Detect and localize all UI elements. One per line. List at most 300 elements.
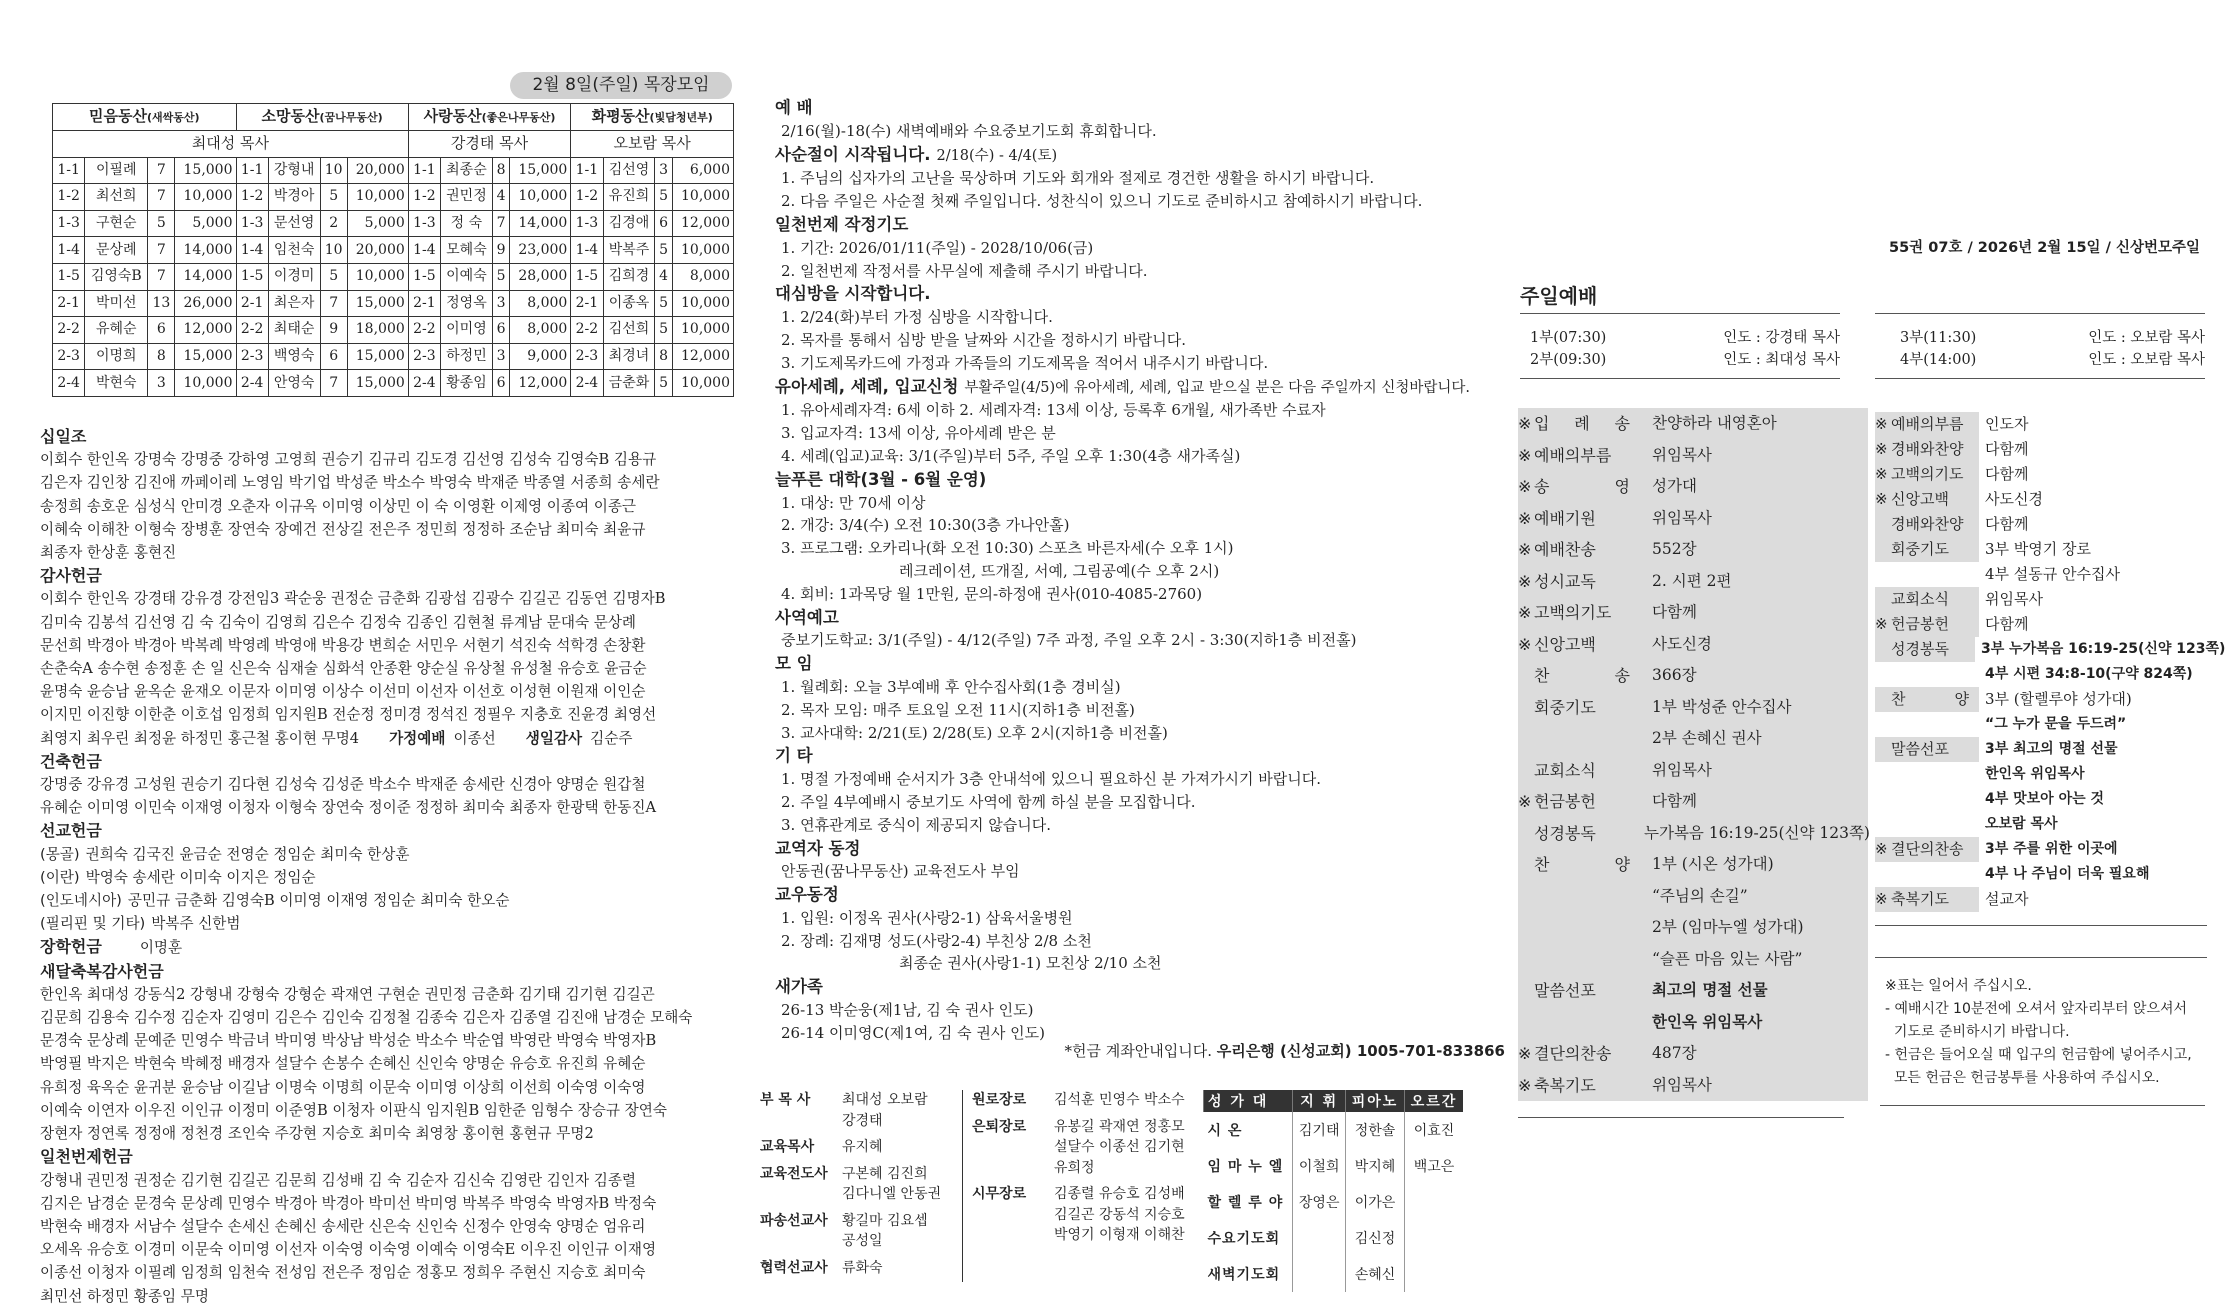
notice-line: 2. 목자 모임: 매주 토요일 오전 11시(지하1층 비전홀) [781, 700, 1135, 719]
group-code: 1-2 [408, 184, 440, 211]
meeting-banner: 2월 8일(주일) 목장모임 [510, 72, 732, 99]
group-name: 믿음동산 [88, 107, 147, 125]
thousand-offering-names: 최민선 하정민 황종임 무명 [40, 1287, 209, 1305]
order-label [1875, 737, 1979, 762]
group-code: 2-1 [571, 290, 603, 317]
thousand-offering-names: 강형내 권민정 권정순 김기현 김길곤 김문희 김성배 김 숙 김순자 김신숙 김영란 김인자 김종렬 [40, 1171, 637, 1189]
pastor-cell: 최대성 목사 [53, 131, 409, 158]
order-row [1875, 462, 2210, 487]
order-value: 3부 주를 위한 이곳에 [1985, 841, 2118, 857]
order-value: 누가복음 16:19-25(신약 123쪽) [1644, 823, 1870, 842]
order-value: “그 누가 문을 두드려” [1985, 716, 2127, 732]
notice-line: 26-14 이미영C(제1여, 김 숙 권사 인도) [781, 1023, 1045, 1042]
offering-amount: 12,000 [175, 317, 236, 344]
standing-mark: ※ [1875, 890, 1888, 908]
service-time: 3부(11:30) [1900, 330, 1977, 346]
order-value: 3부 (할렐루야 성가대) [1985, 690, 2132, 708]
group-code: 1-3 [571, 210, 603, 237]
note-line: ※표는 일어서 주십시오. [1885, 978, 2032, 994]
group-code: 2-2 [53, 317, 85, 344]
order-label [1875, 862, 1979, 887]
order-row [1875, 862, 2210, 887]
order-row [1518, 1070, 1868, 1102]
staff-names: 김길곤 강동석 지승호 [1054, 1206, 1185, 1223]
staff-role [760, 1184, 842, 1205]
roster-cell: 수요기도회 [1207, 1231, 1281, 1247]
leader-name: 이명희 [85, 343, 148, 370]
staff-names: 류화숙 [842, 1259, 883, 1276]
order-value: 4부 설동규 안수집사 [1985, 565, 2121, 583]
divider [1520, 313, 1840, 314]
notice-title [775, 469, 1495, 492]
divider [1880, 1105, 2205, 1106]
attendance-count: 5 [492, 263, 509, 290]
order-label-text: 교회소식 [1534, 760, 1596, 780]
group-code: 2-1 [236, 290, 268, 317]
notice-title [775, 838, 1495, 861]
order-label [1875, 412, 1979, 437]
group-code: 1-2 [236, 184, 268, 211]
newmonth-names: 김문희 김용숙 김수정 김순자 김영미 김은수 김인숙 김정철 김종숙 김은자 김종열 김진애 남경순 모해숙 [40, 1009, 693, 1027]
scholarship-names: 이명훈 [139, 939, 183, 957]
notice-heading: 교역자 동정 [775, 838, 861, 858]
order-row [1518, 503, 1868, 535]
note-line: 모든 헌금은 헌금봉투를 사용하여 주십시오. [1885, 1070, 2160, 1086]
notice-line: 최종순 권사(사랑1-1) 모친상 2/10 소천 [899, 954, 1162, 973]
order-value: 366장 [1652, 666, 1697, 684]
roster-cell [1405, 1220, 1464, 1256]
choir-roster [1203, 1090, 1463, 1292]
thanks-names: 이회수 한인옥 강경태 강유경 강전임3 곽순웅 권정순 금춘화 김광섭 김광수 김길곤 김동연 김명자B [40, 590, 666, 608]
leader-name: 박복주 [603, 237, 655, 264]
attendance-count: 7 [148, 237, 175, 264]
leader-name: 박현숙 [85, 370, 148, 397]
attendance-count: 7 [320, 370, 347, 397]
divider [1520, 378, 1840, 379]
order-label-text: 고백의기도 [1534, 603, 1612, 622]
group-code: 2-4 [571, 370, 603, 397]
group-code: 1-4 [236, 237, 268, 264]
notice-heading: 유아세례, 세례, 입교신청 [775, 376, 959, 396]
attendance-count: 7 [492, 210, 509, 237]
order-value: 552장 [1652, 540, 1697, 558]
order-row [1518, 692, 1868, 724]
roster-header: 성 가 대 [1204, 1090, 1293, 1112]
leader-name: 이필례 [85, 157, 148, 184]
group-code: 1-5 [571, 263, 603, 290]
standing-mark: ※ [1518, 1075, 1532, 1095]
thousand-offering-names: 박현숙 배경자 서남수 설달수 손세신 손혜신 송세란 신은숙 신인숙 신정수 안영숙 양명순 엄유리 [40, 1217, 646, 1235]
order-label [1875, 537, 1979, 562]
service-times-left [1530, 327, 1840, 371]
order-label [1875, 437, 1979, 462]
staff-names: 유희정 [1054, 1159, 1095, 1176]
staff-role: 시무장로 [972, 1186, 1027, 1202]
order-row [1875, 612, 2210, 637]
order-label [1875, 687, 1979, 712]
roster-cell: 손혜신 [1346, 1256, 1405, 1292]
order-value: 한인옥 위임목사 [1652, 1012, 1763, 1031]
order-label-text: 성경봉독 [1534, 823, 1596, 843]
staff-row [972, 1137, 1212, 1158]
notice-title [775, 283, 1495, 306]
order-of-worship-second [1875, 412, 2226, 912]
order-row [1875, 837, 2210, 862]
mission-region: (몽골) [40, 845, 80, 863]
thanks-names: 이지민 이진향 이한춘 이호섭 임정희 임지원B 전순정 정미경 정석진 정필우 지충호 진윤경 최영선 [40, 706, 657, 724]
thanks-names: 윤명숙 윤승남 윤옥순 윤재오 이문자 이미영 이상수 이선미 이선자 이선호 이성현 이원재 이인순 [40, 683, 646, 701]
attendance-count: 5 [655, 370, 672, 397]
order-row [1518, 755, 1868, 787]
group-code: 1-4 [53, 237, 85, 264]
service-time: 2부(09:30) [1530, 352, 1607, 368]
building-names: 강명중 강유경 고성원 권승기 김다현 김성숙 김성준 박소수 박재준 송세란 신경아 양명순 원갑철 [40, 776, 646, 794]
table-row [53, 237, 734, 264]
thousand-offering-names: 오세옥 유승호 이경미 이문숙 이미영 이선자 이숙영 이숙영 이예숙 이영숙E 이우진 이인규 이재영 [40, 1241, 657, 1259]
building-names: 유혜순 이미영 이민숙 이재영 이청자 이형숙 장연숙 정이준 정정하 최미숙 최종자 한광택 한동진A [40, 799, 657, 817]
offering-amount: 12,000 [510, 370, 571, 397]
leader-name: 이예숙 [440, 263, 492, 290]
order-label [1875, 712, 1979, 737]
account-info [1005, 1040, 1505, 1061]
pastor-row [53, 131, 734, 158]
offering-amount: 10,000 [510, 184, 571, 211]
roster-cell [1405, 1184, 1464, 1220]
mission-names: 박영숙 송세란 이미숙 이지은 정임순 [85, 868, 316, 886]
group-subname: (좋은나무동산) [481, 111, 556, 124]
standing-mark: ※ [1875, 440, 1888, 458]
service-time: 1부(07:30) [1530, 330, 1607, 346]
leader-name: 이종옥 [603, 290, 655, 317]
staff-row [760, 1164, 960, 1185]
offering-amount: 10,000 [672, 184, 733, 211]
spacer [760, 1278, 960, 1284]
leader-name: 김경애 [603, 210, 655, 237]
order-row [1518, 881, 1868, 913]
order-value: 사도신경 [1652, 634, 1712, 653]
group-code: 2-3 [571, 343, 603, 370]
table-row [53, 263, 734, 290]
standing-mark: ※ [1875, 415, 1888, 433]
staff-row [760, 1111, 960, 1132]
standing-mark: ※ [1518, 571, 1532, 591]
order-label [1518, 408, 1646, 440]
offering-amount: 5,000 [347, 210, 408, 237]
group-code: 1-4 [408, 237, 440, 264]
order-label-text: 말씀선포 [1891, 740, 1949, 758]
order-value: 사도신경 [1985, 490, 2043, 508]
roster-cell [1293, 1256, 1346, 1292]
order-label [1518, 912, 1646, 944]
order-label [1518, 1038, 1646, 1070]
spacer [972, 1246, 1212, 1252]
note-line: - 헌금은 들어오실 때 입구의 헌금함에 넣어주시고, [1885, 1047, 2192, 1063]
group-subname: (빛담청년부) [649, 111, 713, 124]
mission-names [40, 912, 740, 935]
group-code: 1-3 [236, 210, 268, 237]
staff-names: 김종렬 유승호 김성배 [1054, 1186, 1185, 1202]
mission-names [40, 866, 740, 889]
notice-subheading: 2/18(수) - 4/4(토) [936, 147, 1058, 164]
order-value: 위임목사 [1652, 445, 1712, 464]
order-label-text: 경배와찬양 [1891, 515, 1964, 533]
scholarship-line [40, 935, 740, 959]
mission-names: 박복주 신한범 [151, 915, 241, 933]
notice-subheading: 부활주일(4/5)에 유아세례, 세례, 입교 받으실 분은 다음 주일까지 신청바랍니다. [964, 379, 1470, 396]
leader-name: 김영숙B [85, 263, 148, 290]
notice-line: 2. 다음 주일은 사순절 첫째 주일입니다. 성찬식이 있으니 기도로 준비하시고 참예하시기 바랍니다. [781, 192, 1423, 211]
order-value: 위임목사 [1985, 590, 2043, 608]
offering-amount: 14,000 [175, 237, 236, 264]
group-code: 1-3 [408, 210, 440, 237]
order-label [1518, 786, 1646, 818]
order-label [1875, 612, 1979, 637]
staff-names: 유봉길 곽재연 정홍모 [1054, 1118, 1185, 1135]
notice-title [775, 976, 1495, 999]
order-value: 한인옥 위임목사 [1985, 766, 2085, 782]
order-label-text: 회중기도 [1891, 540, 1949, 558]
attendance-count: 5 [655, 237, 672, 264]
group-code: 2-1 [53, 290, 85, 317]
offering-amount: 15,000 [175, 343, 236, 370]
order-label-text: 송 영 [1534, 477, 1630, 496]
order-label-text: 경배와찬양 [1891, 440, 1964, 458]
leader-name: 김선영 [603, 157, 655, 184]
offering-amount: 14,000 [175, 263, 236, 290]
leader-name: 구현순 [85, 210, 148, 237]
staff-role: 파송선교사 [760, 1212, 828, 1229]
order-label [1518, 534, 1646, 566]
order-label [1518, 975, 1646, 1007]
attendance-count: 5 [655, 290, 672, 317]
attendance-count: 13 [148, 290, 175, 317]
mission-region: (이란) [40, 868, 80, 886]
order-label [1518, 755, 1646, 787]
staff-role: 협력선교사 [760, 1259, 828, 1276]
mission-title: 선교헌금 [40, 821, 102, 841]
leader-name: 정영옥 [440, 290, 492, 317]
leader-name: 금춘화 [603, 370, 655, 397]
order-row [1875, 512, 2210, 537]
thanks-names: 김미숙 김봉석 김선영 김 숙 김숙이 김영희 김은수 김정숙 김종인 김현철 류계남 문대숙 문상례 [40, 613, 637, 631]
offering-amount: 15,000 [347, 290, 408, 317]
offering-amount: 26,000 [175, 290, 236, 317]
staff-row [760, 1211, 960, 1232]
staff-row [972, 1205, 1212, 1226]
attendance-count: 9 [320, 317, 347, 344]
order-label [1518, 503, 1646, 535]
order-row [1518, 534, 1868, 566]
order-row [1875, 587, 2210, 612]
divider [1875, 925, 2207, 926]
order-label [1875, 562, 1979, 587]
notice-line: 1. 월례회: 오늘 3부예배 후 안수집사회(1층 경비실) [781, 677, 1121, 696]
table-row [53, 317, 734, 344]
offering-amount: 10,000 [175, 370, 236, 397]
offering-amount: 20,000 [347, 157, 408, 184]
roster-cell: 이철희 [1293, 1148, 1346, 1184]
staff-names: 최대성 오보람 [842, 1092, 928, 1108]
order-label-text: 예배찬송 [1534, 540, 1596, 559]
thousand-offering-names: 김지은 남경순 문경숙 문상례 민영수 박경아 박경아 박미선 박미영 박복주 박영숙 박영자B 박정숙 [40, 1194, 657, 1212]
tithe-names: 송정희 송호운 심성식 안미경 오춘자 이규옥 이미영 이상민 이 숙 이영환 이제영 이종여 이종근 [40, 497, 637, 515]
notice-heading: 기 타 [775, 746, 813, 766]
order-row [1875, 537, 2210, 562]
leader-name: 모혜숙 [440, 237, 492, 264]
order-label [1518, 723, 1646, 755]
leader-name: 하정민 [440, 343, 492, 370]
thanks-names: 손춘숙A 송수현 송정훈 손 일 신은숙 심재술 심화석 안종환 양순실 유상철 유성철 유승호 윤금순 [40, 660, 647, 678]
attendance-count: 7 [148, 263, 175, 290]
order-label [1518, 1007, 1646, 1039]
offering-amount: 10,000 [347, 184, 408, 211]
notice-line: 2. 일천번제 작정서를 사무실에 제출해 주시기 바랍니다. [781, 261, 1148, 280]
group-code: 1-5 [53, 263, 85, 290]
order-value: 2부 손혜신 권사 [1652, 729, 1762, 747]
order-value: 오보람 목사 [1985, 816, 2058, 832]
notices-section [775, 96, 1495, 1045]
attendance-count: 7 [148, 184, 175, 211]
leader-name: 최선희 [85, 184, 148, 211]
offerings-section [40, 425, 740, 1307]
service-leader: 인도 : 오보람 목사 [2088, 330, 2205, 346]
group-subname: (꿈나무동산) [319, 111, 383, 124]
attendance-count: 6 [320, 343, 347, 370]
order-label-text: 예배의부름 [1534, 445, 1612, 465]
notice-line: 2/16(월)-18(수) 새벽예배와 수요중보기도회 휴회합니다. [781, 121, 1157, 140]
staff-names: 김석훈 민영수 박소수 [1054, 1092, 1185, 1108]
notice-line: 1. 2/24(화)부터 가정 심방을 시작합니다. [781, 308, 1053, 327]
order-row [1518, 818, 1868, 850]
notice-line: 1. 대상: 만 70세 이상 [781, 493, 926, 512]
newmonth-names: 이예숙 이연자 이우진 이인규 이정미 이준영B 이청자 이판식 임지원B 임한준 임형수 장승규 장연숙 [40, 1101, 667, 1119]
roster-cell: 새벽기도회 [1207, 1267, 1281, 1283]
attendance-count: 7 [320, 290, 347, 317]
group-header [53, 104, 237, 131]
group-name: 소망동산 [261, 107, 320, 125]
staff-role: 교육전도사 [760, 1165, 828, 1182]
group-name: 사랑동산 [423, 107, 482, 125]
divider [1875, 378, 2205, 379]
staff-role [972, 1205, 1054, 1226]
group-code: 2-3 [236, 343, 268, 370]
staff-role [760, 1111, 842, 1132]
leader-name: 백영숙 [268, 343, 320, 370]
order-label [1518, 692, 1646, 724]
roster-row [1204, 1256, 1464, 1292]
order-of-worship-main [1518, 408, 1868, 1101]
newmonth-names: 문경숙 문상례 문예준 민영수 박금녀 박미영 박상남 박성순 박소수 박순엽 박영란 박영숙 박영자B [40, 1032, 657, 1050]
order-label-text: 교회소식 [1891, 590, 1949, 608]
staff-role [972, 1137, 1054, 1158]
attendance-count: 4 [655, 263, 672, 290]
roster-cell: 장영은 [1293, 1184, 1346, 1220]
order-row [1518, 975, 1868, 1007]
leader-name: 문선영 [268, 210, 320, 237]
leader-name: 문상례 [85, 237, 148, 264]
order-row [1518, 440, 1868, 472]
standing-mark: ※ [1518, 477, 1532, 496]
offering-amount: 15,000 [510, 157, 571, 184]
notice-title [775, 97, 1495, 120]
notice-line: 3. 기도제목카드에 가정과 가족들의 기도제목을 적어서 내주시기 바랍니다. [781, 353, 1269, 372]
table-row [53, 290, 734, 317]
roster-cell: 할 렐 루 야 [1207, 1195, 1284, 1211]
group-code: 1-1 [571, 157, 603, 184]
offering-amount: 15,000 [175, 157, 236, 184]
group-code: 1-5 [236, 263, 268, 290]
notice-line: 1. 입원: 이정옥 권사(사랑2-1) 삼육서울병원 [781, 908, 1073, 927]
roster-cell: 백고은 [1405, 1148, 1464, 1184]
order-row [1875, 812, 2210, 837]
offering-amount: 10,000 [672, 237, 733, 264]
order-value: 인도자 [1985, 415, 2029, 433]
notice-line: 레크레이션, 뜨개질, 서예, 그림공예(수 오후 2시) [899, 561, 1220, 580]
standing-mark: ※ [1875, 465, 1888, 483]
standing-mark: ※ [1518, 414, 1532, 433]
notice-line: 2. 장례: 김재명 성도(사랑2-4) 부친상 2/8 소천 [781, 931, 1092, 950]
group-code: 2-4 [408, 370, 440, 397]
order-value: 최고의 명절 선물 [1652, 981, 1768, 999]
order-label-text: 헌금봉헌 [1534, 792, 1596, 811]
order-label [1518, 629, 1646, 661]
leader-name: 박경아 [268, 184, 320, 211]
staff-row [972, 1225, 1212, 1246]
roster-row [1204, 1220, 1464, 1256]
notice-line: 4. 회비: 1과목당 월 1만원, 문의-하정애 권사(010-4085-2760) [781, 584, 1203, 603]
group-header [571, 104, 734, 131]
thanks-title: 감사헌금 [40, 566, 102, 586]
order-label [1518, 471, 1646, 503]
order-row [1518, 786, 1868, 818]
notice-line: 26-13 박순웅(제1남, 김 숙 권사 인도) [781, 1001, 1034, 1020]
notice-heading: 새가족 [775, 977, 823, 997]
notice-heading: 모 임 [775, 654, 813, 674]
attendance-count: 5 [148, 210, 175, 237]
tithe-names: 김은자 김인창 김진애 까페이레 노영임 박기업 박성준 박소수 박영숙 박재준 박종열 서종희 송세란 [40, 474, 660, 492]
order-row [1875, 662, 2210, 687]
attendance-count: 3 [655, 157, 672, 184]
order-value: 2부 (임마누엘 성가대) [1652, 918, 1804, 936]
staff-names: 설달수 이종선 김기현 [1054, 1139, 1185, 1155]
attendance-count: 6 [492, 317, 509, 344]
group-code: 1-2 [53, 184, 85, 211]
notice-line: 3. 프로그램: 오카리나(화 오전 10:30) 스포츠 바른자세(수 오후 1시) [781, 539, 1234, 558]
roster-cell: 임 마 누 엘 [1207, 1159, 1284, 1175]
group-code: 1-2 [571, 184, 603, 211]
attendance-count: 5 [655, 317, 672, 344]
group-code: 2-2 [571, 317, 603, 344]
table-row [53, 184, 734, 211]
order-label-text: 결단의찬송 [1534, 1044, 1612, 1063]
offering-amount: 10,000 [672, 370, 733, 397]
mission-names: 공민규 금춘화 김영숙B 이미영 이재영 정임순 최미숙 한오순 [127, 892, 510, 910]
attendance-count: 10 [320, 237, 347, 264]
roster-row [1204, 1148, 1464, 1184]
roster-cell: 정한솔 [1346, 1112, 1405, 1148]
group-code: 2-4 [236, 370, 268, 397]
group-name: 화평동산 [591, 107, 650, 125]
tithe-title: 십일조 [40, 427, 87, 446]
order-row [1518, 629, 1868, 661]
service-leader: 인도 : 강경태 목사 [1723, 330, 1840, 346]
order-label-text: 예배의부름 [1891, 415, 1964, 433]
notice-title [775, 745, 1495, 768]
offering-amount: 28,000 [510, 263, 571, 290]
notice-line: 4. 세례(입교)교육: 3/1(주일)부터 5주, 주일 오후 1:30(4층 새가족실) [781, 446, 1241, 465]
group-code: 2-2 [236, 317, 268, 344]
order-row [1518, 408, 1868, 440]
